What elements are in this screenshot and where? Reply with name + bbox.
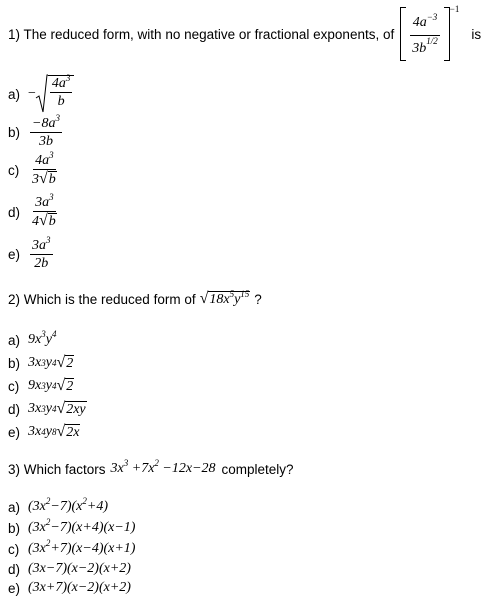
- question-1: [8, 0, 481, 68]
- q1-option-e[interactable]: e) $\frac{3a^3}{2b}$: [8, 234, 51, 271]
- square-root-icon: $\frac{4a^3}{b}$: [36, 74, 75, 114]
- question-2-radical: √ $18x^5y^{15}$: [199, 289, 250, 307]
- question-1-suffix: is: [471, 26, 481, 42]
- q1-option-b[interactable]: b) $\frac{-8a^3}{3b}$: [8, 112, 60, 149]
- question-2: 2) Which is the reduced form of √ $18x^5y^{15}$ ?: [8, 289, 262, 307]
- q3-option-b[interactable]: b) $(3x^2-7)(x+4)(x-1)$: [8, 517, 136, 536]
- question-2-text: 2) Which is the reduced form of: [8, 291, 196, 307]
- q1-option-d[interactable]: d) $3a^3$ 4 √ b: [8, 192, 56, 229]
- q3-option-e[interactable]: e) (3x+7)(x−2)(x+2): [8, 580, 131, 596]
- question-3-polynomial: $3x^3 +7x^2 -12x-28$: [110, 458, 216, 476]
- q3-option-a[interactable]: a) $(3x^2-7)(x^2+4)$: [8, 496, 108, 515]
- question-3: 3) Which factors $3x^3 +7x^2 -12x-28$ completely?: [8, 458, 294, 477]
- q2-option-c[interactable]: c) 9 x 3 y 4 √ 2: [8, 377, 74, 394]
- q1-option-a[interactable]: a) − $\frac{4a^3}{b}$: [8, 72, 74, 116]
- question-1-text: 1) The reduced form, with no negative or fractional exponents, of: [8, 26, 395, 42]
- q2-option-d[interactable]: d) 3 x 3 y 4 √ 2xy: [8, 400, 86, 417]
- question-3-text: 3) Which factors: [8, 461, 106, 477]
- question-1-expression: $\frac{4a^{-3}}{3b^{1/2}}$ −1: [400, 7, 459, 61]
- q2-option-a[interactable]: a) $9x^3y^4$: [8, 329, 57, 348]
- q3-option-c[interactable]: c) $(3x^2+7)(x-4)(x+1)$: [8, 538, 136, 557]
- q1-option-c[interactable]: c) $4a^3$ 3 √ b: [8, 150, 56, 187]
- q2-option-e[interactable]: e) 3 x 4 y 8 √ 2x: [8, 423, 80, 440]
- q3-option-d[interactable]: d) (3x−7)(x−2)(x+2): [8, 561, 131, 577]
- q2-option-b[interactable]: b) 3 x 3 y 4 √ 2: [8, 354, 74, 371]
